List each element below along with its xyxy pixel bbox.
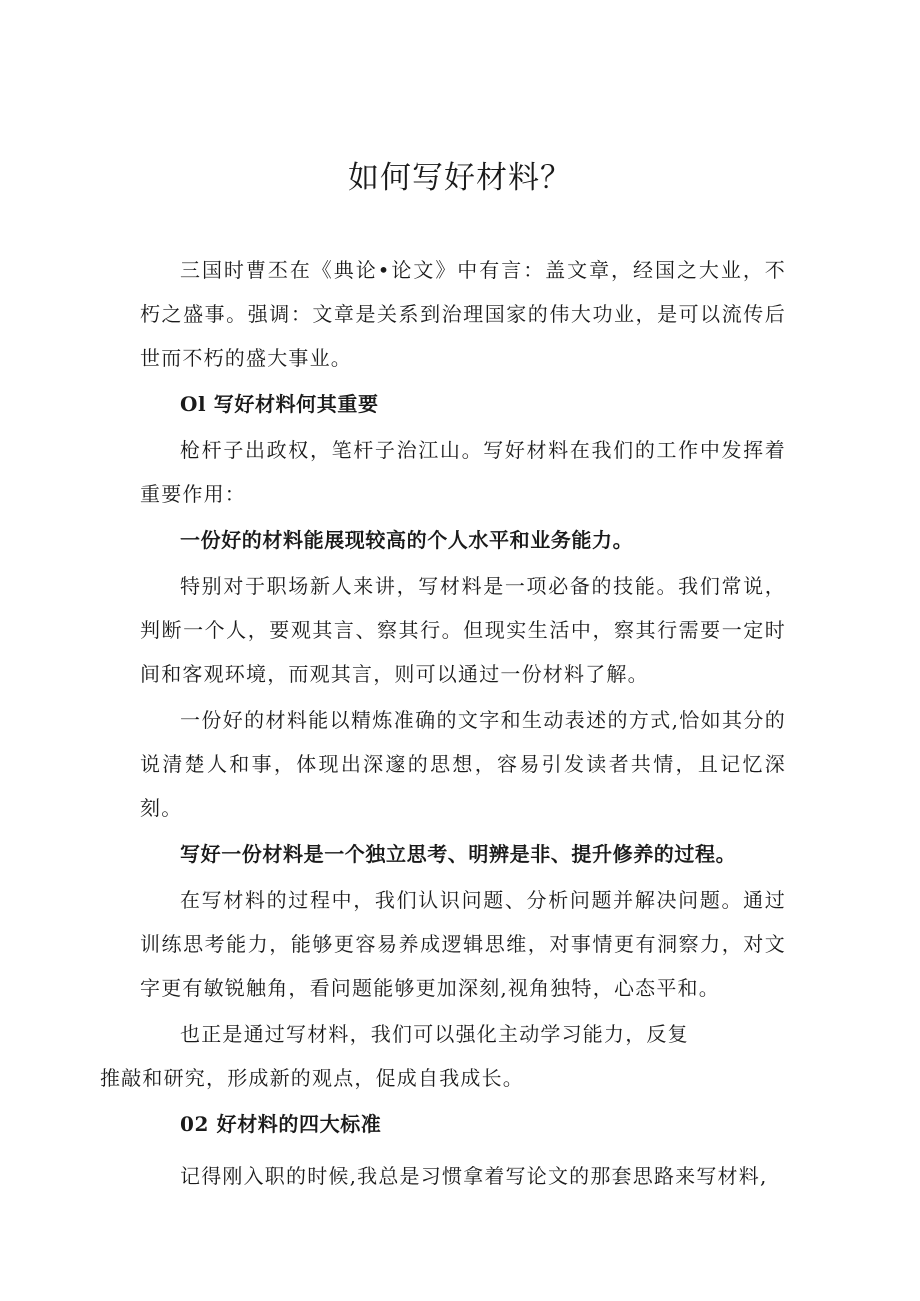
section1-paragraph-3: 一份好的材料能以精炼准确的文字和生动表述的方式,恰如其分的说清楚人和事，体现出深邃的思想，容易引发读者共情，且记忆深刻。: [140, 708, 786, 820]
section1-paragraph-4: 在写材料的过程中，我们认识问题、分析问题并解决问题。通过训练思考能力，能够更容易养成逻辑思维，对事情更有洞察力，对文字更有敏锐触角，看问题能够更加深刻,视角独特，心态平和。: [140, 888, 786, 1000]
section2-paragraph-1: 记得刚入职的时候,我总是习惯拿着写论文的那套思路来写材料,: [180, 1164, 768, 1188]
section-heading-1: Ol 写好材料何其重要: [180, 392, 379, 416]
document-body: [100, 248, 786, 1198]
paragraph-5-line-2: 推敲和研究，形成新的观点，促成自我成长。: [100, 1066, 524, 1090]
section1-paragraph-5: [100, 1012, 786, 1100]
section-heading-2: 02 好材料的四大标准: [180, 1112, 382, 1136]
paragraph-5-line-1: 也正是通过写材料，我们可以强化主动学习能力，反复: [180, 1022, 689, 1046]
subheading-2: 写好一份材料是一个独立思考、明辨是非、提升修养的过程。: [180, 842, 737, 866]
section1-paragraph-1: 枪杆子出政权，笔杆子治江山。写好材料在我们的工作中发挥着重要作用：: [140, 438, 786, 506]
section1-paragraph-2: 特别对于职场新人来讲，写材料是一项必备的技能。我们常说，判断一个人，要观其言、察其行。但现实生活中，察其行需要一定时间和客观环境，而观其言，则可以通过一份材料了解。: [140, 574, 786, 686]
intro-paragraph: 三国时曹丕在《典论•论文》中有言：盖文章，经国之大业，不朽之盛事。强调：文章是关系到治理国家的伟大功业，是可以流传后世而不朽的盛大事业。: [140, 258, 786, 370]
subheading-1: 一份好的材料能展现较高的个人水平和业务能力。: [180, 528, 634, 552]
document-title: 如何写好材料？: [348, 160, 572, 196]
